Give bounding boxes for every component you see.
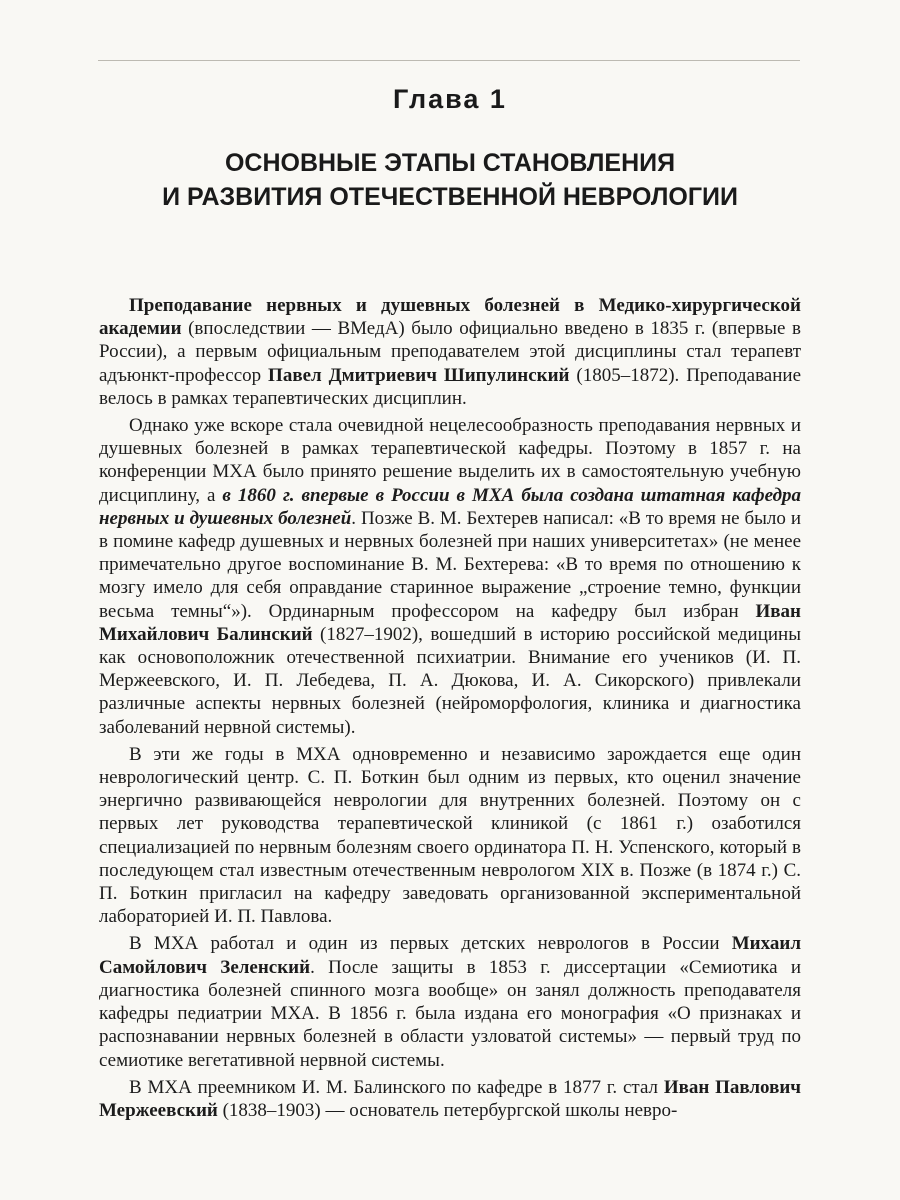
text-run-bold: Преподавание нервных и душевных болезней в Медико-хирургической академии [99, 295, 801, 340]
paragraph [99, 932, 801, 1071]
text-run: . После защиты в 1853 г. диссертации «Семиотика и диагностика болезней спинного мозга вообще» он занял должность преподавателя кафедры педиатрии МХА. В 1856 г. была издана его монография «О признаках и распознавании нервных болезней в области узловатой системы» — первый труд по семиотике вегетативной нервной системы. [99, 956, 801, 1071]
paragraph [99, 1076, 801, 1122]
text-run-bold: Михаил Самойлович Зеленский [99, 933, 801, 978]
text-run: В МХА преемником И. М. Балинского по кафедре в 1877 г. стал [129, 1076, 664, 1098]
body-text [99, 294, 801, 1126]
paragraph [99, 743, 801, 929]
text-run: (1805–1872). Преподавание велось в рамках терапевтических дисциплин. [99, 364, 801, 409]
header-rule [98, 60, 800, 61]
text-run-bold: Павел Дмитриевич Шипулинский [268, 364, 570, 386]
text-run-bold: Иван Павлович Мержеевский [99, 1076, 802, 1121]
chapter-label: Глава 1 [393, 84, 507, 114]
paragraph [99, 294, 801, 410]
chapter-title-line-2: И РАЗВИТИЯ ОТЕЧЕСТВЕННОЙ НЕВРОЛОГИИ [162, 183, 738, 211]
text-run: Однако уже вскоре стала очевидной нецелесообразность преподавания нервных и душевных болезней в рамках терапевтической кафедры. Поэтому в 1857 г. на конференции МХА было принято решение выделить их в самостоятельную учебную дисциплину, а [99, 415, 801, 506]
text-run-bold-italic: в 1860 г. впервые в России в МХА была создана штатная кафедра нервных и душевных болезней [99, 484, 802, 529]
text-run: В МХА работал и один из первых детских неврологов в России [129, 933, 732, 955]
text-run: (1838–1903) — основатель петербургской школы невро- [217, 1099, 678, 1121]
text-run: . Позже В. М. Бехтерев написал: «В то время не было и в помине кафедр душевных и нервных болезней при наших университетах» (не менее примечательно другое воспоминание В. М. Бехтерева: «В то время по отношению к мозгу имело для себя оправдание старинное выражение „строение темно, функции весьма темны“»). Ординарным профессором на кафедру был избран [99, 507, 801, 622]
chapter-title-line-1: ОСНОВНЫЕ ЭТАПЫ СТАНОВЛЕНИЯ [224, 149, 676, 177]
text-run-bold: Иван Михайлович Балинский [99, 600, 801, 645]
text-run: В эти же годы в МХА одновременно и независимо зарождается еще один неврологический центр. С. П. Боткин был одним из первых, кто оценил значение энергично развивающейся неврологии для внутренних болезней. Поэтому он с первых лет руководства терапевтической клиникой (с 1861 г.) озаботился специализацией по нервным болезням своего ординатора П. Н. Успенского, который в последующем стал известным отечественным неврологом XIX в. Позже (в 1874 г.) С. П. Боткин пригласил на кафедру заведовать организованной экспериментальной лабораторией И. П. Павлова. [99, 743, 801, 928]
paragraph [99, 414, 801, 739]
text-run: (1827–1902), вошедший в историю российской медицины как основоположник отечественной психиатрии. Внимание его учеников (И. П. Мержеевского, И. П. Лебедева, П. А. Дюкова, И. А. Сикорского) привлекали различные аспекты нервных болезней (нейроморфология, клиника и диагностика заболеваний нервной системы). [99, 623, 801, 738]
chapter-title [0, 146, 900, 214]
text-run: (впоследствии — ВМедА) было официально введено в 1835 г. (впервые в России), а первым официальным преподавателем этой дисциплины стал терапевт адъюнкт-профессор [99, 318, 801, 386]
